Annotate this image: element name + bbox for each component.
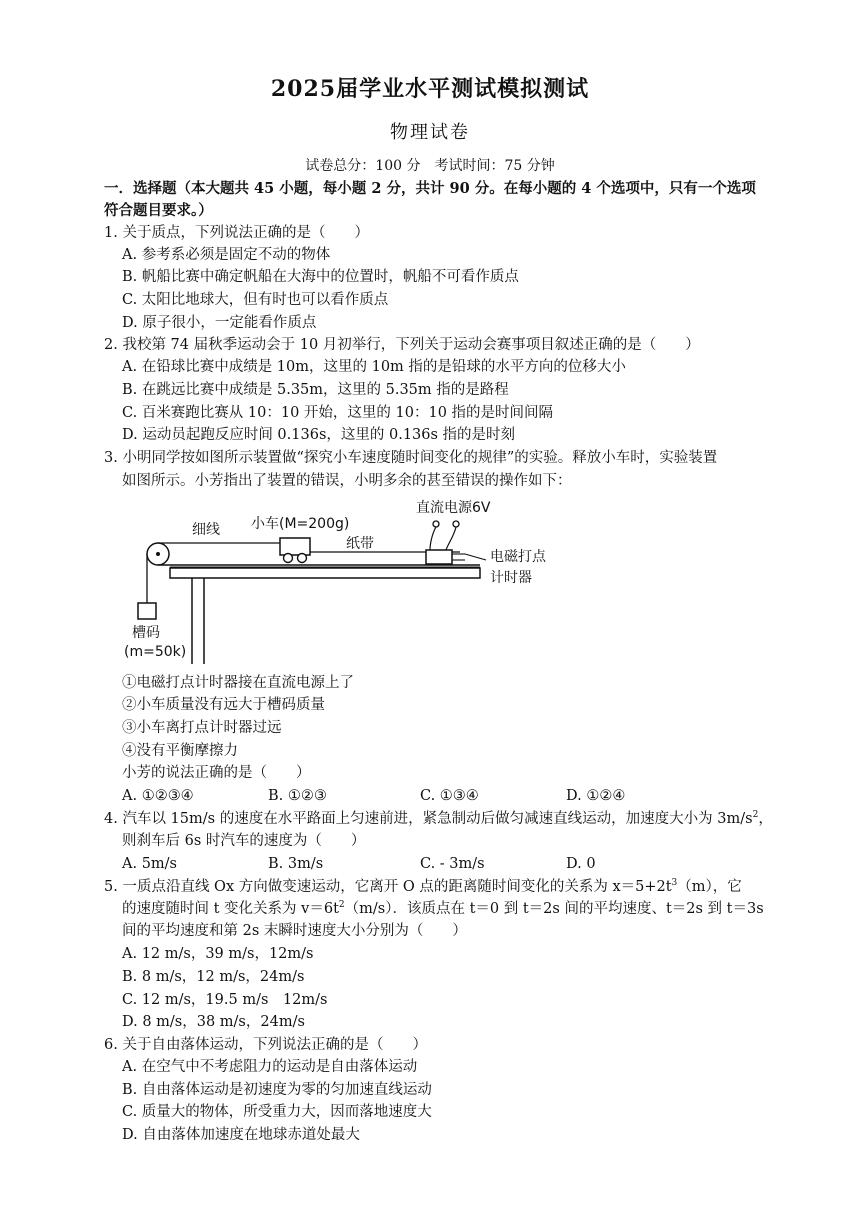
question-3-option-d: D. ①②④ <box>566 788 626 804</box>
timer-label-line-1: 电磁打点 <box>490 549 546 565</box>
pulley-axle <box>156 552 160 556</box>
question-4-option-a: A. 5m/s <box>122 856 177 872</box>
question-3-condition-2: ②小车质量没有远大于槽码质量 <box>122 697 325 713</box>
string-label: 细线 <box>192 522 220 538</box>
terminal-right <box>453 521 459 527</box>
question-5-stem-tail: （m），它 <box>677 879 742 895</box>
question-6-option-a: A. 在空气中不考虑阻力的运动是自由落体运动 <box>122 1059 418 1075</box>
question-3-stem-line-2: 如图所示。小芳指出了装置的错误，小明多余的甚至错误的操作如下： <box>122 473 572 489</box>
question-4-stem-tail: ， <box>758 811 773 827</box>
wire-left <box>430 527 436 550</box>
question-3-condition-4: ④没有平衡摩擦力 <box>122 743 238 759</box>
hanging-weight <box>138 603 156 619</box>
question-4-option-c: C. - 3m/s <box>420 856 485 872</box>
question-1-option-c: C. 太阳比地球大，但有时也可以看作质点 <box>122 292 389 308</box>
question-4-option-d: D. 0 <box>566 856 596 872</box>
question-5-stem-line-2 <box>122 898 764 920</box>
question-3-stem-line-1: 3. 小明同学按如图所示装置做“探究小车速度随时间变化的规律”的实验。释放小车时，实验装置 <box>104 450 718 466</box>
cart-wheel-left <box>284 554 293 563</box>
question-2-stem: 2. 我校第 74 届秋季运动会于 10 月初举行，下列关于运动会赛事项目叙述正确的是（ ） <box>104 337 700 353</box>
question-3-option-c: C. ①③④ <box>420 788 479 804</box>
question-5-option-a: A. 12 m/s，39 m/s，12m/s <box>122 946 314 962</box>
question-4-stem-line-2: 则刹车后 6s 时汽车的速度为（ ） <box>122 833 366 849</box>
question-3-ask: 小芳的说法正确的是（ ） <box>122 765 311 781</box>
question-5-option-b: B. 8 m/s，12 m/s，24m/s <box>122 969 305 985</box>
question-4-stem-text: 4. 汽车以 15m/s 的速度在水平路面上匀速前进，紧急制动后做匀减速直线运动，加速度大小为 3m/s <box>104 811 753 827</box>
question-4-option-b: B. 3m/s <box>268 856 324 872</box>
timer-body <box>426 550 452 564</box>
experiment-apparatus-diagram <box>120 494 580 669</box>
question-4-exponent: 2 <box>752 810 759 821</box>
question-4-stem-line-1 <box>104 808 773 830</box>
question-3-condition-3: ③小车离打点计时器过远 <box>122 720 282 736</box>
question-5-velocity-tail: （m/s）．该质点在 t＝0 到 t＝2s 间的平均速度、t＝2s 到 t＝3s <box>344 901 764 917</box>
question-2-option-d: D. 运动员起跑反应时间 0.136s，这里的 0.136s 指的是时刻 <box>122 427 516 443</box>
exam-subject: 物理试卷 <box>390 122 470 143</box>
question-6-option-c: C. 质量大的物体，所受重力大，因而落地速度大 <box>122 1104 432 1120</box>
section-heading: 一．选择题（本大题共 45 小题，每小题 2 分，共计 90 分。在每小题的 4 个选项中，只有一个选项符合题目要求。） <box>104 180 756 219</box>
timer-label-line-2: 计时器 <box>490 570 532 586</box>
weight-label-line-1: 槽码 <box>132 625 160 641</box>
timer-pointer <box>465 554 486 560</box>
cart-body <box>280 538 310 555</box>
cart-wheel-right <box>298 554 307 563</box>
question-2-option-c: C. 百米赛跑比赛从 10：10 开始，这里的 10：10 指的是时间间隔 <box>122 405 554 421</box>
question-3-option-a: A. ①②③④ <box>122 788 194 804</box>
question-5-option-c: C. 12 m/s，19.5 m/s 12m/s <box>122 992 328 1008</box>
table-top <box>170 568 480 578</box>
question-3-condition-1: ①电磁打点计时器接在直流电源上了 <box>122 675 354 691</box>
cart-label: 小车(M=200g) <box>251 516 350 532</box>
question-1-option-a: A. 参考系必须是固定不动的物体 <box>122 247 331 263</box>
question-1-option-b: B. 帆船比赛中确定帆船在大海中的位置时，帆船不可看作质点 <box>122 269 519 285</box>
tape-label: 纸带 <box>346 536 374 552</box>
exam-meta: 试卷总分：100 分 考试时间：75 分钟 <box>305 158 555 174</box>
question-5-option-d: D. 8 m/s，38 m/s，24m/s <box>122 1014 305 1030</box>
question-5-stem-text: 5. 一质点沿直线 Ox 方向做变速运动，它离开 O 点的距离随时间变化的关系为 x＝5+2t <box>104 879 672 895</box>
question-6-option-b: B. 自由落体运动是初速度为零的匀加速直线运动 <box>122 1082 432 1098</box>
question-5-stem-line-3: 间的平均速度和第 2s 末瞬时速度大小分别为（ ） <box>122 923 467 939</box>
question-1-option-d: D. 原子很小，一定能看作质点 <box>122 315 317 331</box>
terminal-left <box>433 521 439 527</box>
question-5-stem-line-1 <box>104 876 742 898</box>
exam-title: 2025届学业水平测试模拟测试 <box>270 76 590 102</box>
wire-right <box>446 527 456 550</box>
question-6-stem: 6. 关于自由落体运动，下列说法正确的是（ ） <box>104 1037 427 1053</box>
question-5-exponent-v: 2 <box>338 900 345 911</box>
question-2-option-a: A. 在铅球比赛中成绩是 10m，这里的 10m 指的是铅球的水平方向的位移大小 <box>122 359 626 375</box>
question-2-option-b: B. 在跳远比赛中成绩是 5.35m，这里的 5.35m 指的是路程 <box>122 382 509 398</box>
question-3-option-b: B. ①②③ <box>268 788 327 804</box>
question-5-exponent-x: 3 <box>671 878 678 889</box>
question-1-stem: 1. 关于质点，下列说法正确的是（ ） <box>104 225 369 241</box>
question-6-option-d: D. 自由落体加速度在地球赤道处最大 <box>122 1127 360 1143</box>
question-5-velocity-text: 的速度随时间 t 变化关系为 v＝6t <box>122 901 339 917</box>
power-source-label: 直流电源6V <box>416 500 491 516</box>
weight-label-line-2: (m=50k) <box>124 644 187 660</box>
